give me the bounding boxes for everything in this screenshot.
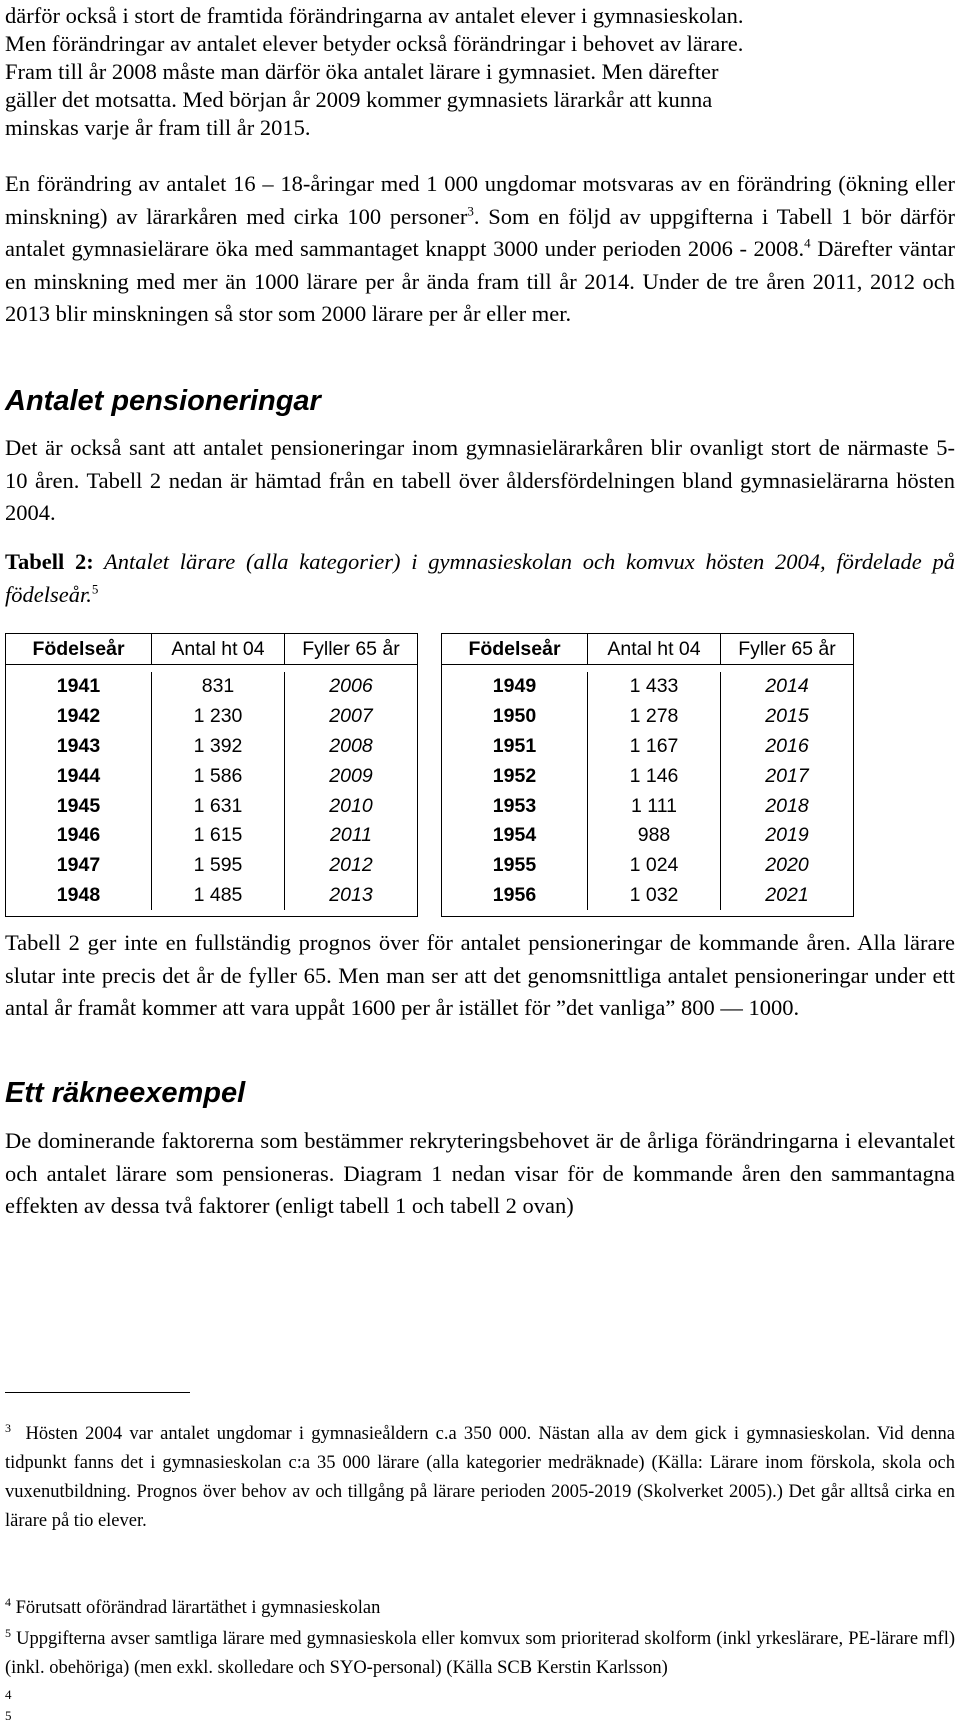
turns-65-cell: 2016: [720, 732, 853, 762]
birth-year-cell: 1941: [56, 675, 101, 698]
turns-65-cell: 2019: [720, 821, 853, 851]
birth-year-cell: 1956: [492, 883, 537, 906]
turns-65-cell: 2015: [720, 702, 853, 732]
section-heading-example: Ett räkneexempel: [5, 1077, 246, 1109]
table-body: [442, 665, 853, 916]
turns-65-cell: 2017: [720, 761, 853, 791]
header-turns-65: Fyller 65 år: [720, 634, 853, 664]
footnote-mark: 5: [5, 1708, 12, 1723]
count-cell: 1 433: [587, 672, 720, 702]
footnote-4: [5, 1594, 955, 1623]
turns-65-cell: 2020: [720, 851, 853, 881]
table-row: [6, 881, 417, 911]
intro-line: gäller det motsatta. Med början år 2009 kommer gymnasiets lärarkår att kunna: [5, 87, 713, 112]
table-left: [5, 633, 418, 917]
header-birth-year: Födelseår: [468, 637, 561, 660]
footnote-5: [5, 1625, 955, 1683]
footnote-ref-5[interactable]: 5: [91, 581, 99, 596]
turns-65-cell: 2012: [284, 851, 417, 881]
footnote-ref-3[interactable]: 3: [467, 203, 474, 218]
teacher-change-paragraph: [5, 168, 955, 331]
count-cell: 1 615: [151, 821, 284, 851]
turns-65-cell: 2018: [720, 791, 853, 821]
table-header-row: [442, 634, 853, 665]
turns-65-cell: 2021: [720, 881, 853, 911]
count-cell: 1 631: [151, 791, 284, 821]
paragraph-text: . Som en följd av uppgifterna i Tabell 1 bör därför antalet gymnasielärare öka med sammantaget knappt 3000 under perioden 2006 - 2008.: [5, 203, 955, 261]
birth-year-cell: 1943: [56, 734, 101, 757]
footnote-number: 3: [5, 1420, 11, 1435]
header-birth-year: Födelseår: [32, 637, 125, 660]
table-right: [441, 633, 854, 917]
birth-year-cell: 1950: [492, 705, 537, 728]
table-body: [6, 665, 417, 916]
pensions-paragraph: Det är också sant att antalet pensioneringar inom gymnasielärarkåren blir ovanligt stort de närmaste 5- 10 åren. Tabell 2 nedan är hämtad från en tabell över åldersfördelningen bland gymnasielärarna hösten 2004.: [5, 435, 955, 525]
table-row: [442, 732, 853, 762]
count-cell: 831: [151, 672, 284, 702]
section-heading-pensions: Antalet pensioneringar: [5, 385, 321, 417]
count-cell: 1 032: [587, 881, 720, 911]
birth-year-cell: 1953: [492, 794, 537, 817]
birth-year-cell: 1951: [492, 734, 537, 757]
table-row: [6, 732, 417, 762]
table-row: [6, 851, 417, 881]
table-row: [442, 672, 853, 702]
count-cell: 1 485: [151, 881, 284, 911]
count-cell: 988: [587, 821, 720, 851]
count-cell: 1 586: [151, 761, 284, 791]
birth-year-cell: 1947: [56, 854, 101, 877]
table-row: [442, 791, 853, 821]
count-cell: 1 392: [151, 732, 284, 762]
intro-line: Men förändringar av antalet elever betyder också förändringar i behovet av lärare.: [5, 31, 744, 56]
birth-year-cell: 1954: [492, 824, 537, 847]
footnote-number: 5: [5, 1625, 11, 1640]
table-row: [442, 702, 853, 732]
paragraph-text: Därefter väntar en minskning med mer än 1000 lärare per år ända fram till år 2014. Under de tre åren 2011, 2012 och 2013 blir minskningen så stor som 2000 lärare per år eller mer.: [5, 236, 955, 326]
footnote-mark: 4: [5, 1687, 12, 1702]
table-row: [6, 702, 417, 732]
table-caption: [5, 546, 955, 611]
birth-year-cell: 1945: [56, 794, 101, 817]
count-cell: 1 230: [151, 702, 284, 732]
turns-65-cell: 2007: [284, 702, 417, 732]
turns-65-cell: 2008: [284, 732, 417, 762]
footnote-text: Uppgifterna avser samtliga lärare med gymnasieskola eller komvux som prioriterad skolform (inkl yrkeslärare, PE-lärare mfl) (inkl. obehöriga) (men exkl. skolledare och SYO-personal) (Källa SCB Kerstin Karlsson): [5, 1629, 955, 1678]
count-cell: 1 595: [151, 851, 284, 881]
table-row: [6, 672, 417, 702]
paragraph-text: En förändring av antalet 16 – 18-åringar med 1 000 ungdomar motsvaras av en förändring (ökning eller minskning) av lärarkåren med cirka 100 personer: [5, 171, 955, 229]
turns-65-cell: 2010: [284, 791, 417, 821]
intro-line: minskas varje år fram till år 2015.: [5, 115, 311, 140]
birth-year-cell: 1955: [492, 854, 537, 877]
table-row: [442, 761, 853, 791]
example-paragraph: De dominerande faktorerna som bestämmer rekryteringsbehovet är de årliga förändringarna i elevantalet och antalet lärare som pensioneras. Diagram 1 nedan visar för de kommande åren den sammantagna effekten av dessa två faktorer (enligt tabell 1 och tabell 2 ovan): [5, 1128, 955, 1218]
table-row: [6, 791, 417, 821]
footnote-3: [5, 1420, 955, 1536]
turns-65-cell: 2011: [284, 821, 417, 851]
turns-65-cell: 2014: [720, 672, 853, 702]
birth-year-cell: 1944: [56, 764, 101, 787]
count-cell: 1 111: [587, 791, 720, 821]
birth-year-cell: 1948: [56, 883, 101, 906]
intro-line: Fram till år 2008 måste man därför öka antalet lärare i gymnasiet. Men därefter: [5, 59, 719, 84]
count-cell: 1 167: [587, 732, 720, 762]
header-count: Antal ht 04: [587, 634, 720, 664]
table-header-row: [6, 634, 417, 665]
birth-year-cell: 1946: [56, 824, 101, 847]
caption-text: Antalet lärare (alla kategorier) i gymnasieskolan och komvux hösten 2004, fördelade på födelseår.: [5, 549, 956, 607]
footnote-text: Förutsatt oförändrad lärartäthet i gymnasieskolan: [11, 1598, 381, 1618]
birth-year-cell: 1942: [56, 705, 101, 728]
turns-65-cell: 2006: [284, 672, 417, 702]
birth-year-cell: 1949: [492, 675, 537, 698]
forecast-paragraph: Tabell 2 ger inte en fullständig prognos över för antalet pensioneringar de kommande åren. Alla lärare slutar inte precis det år de fyller 65. Men man ser att det genomsnittliga antalet pensioneringar under ett antal år framåt kommer att vara uppåt 1600 per år istället för ”det vanliga” 800 — 1000.: [5, 930, 955, 1020]
count-cell: 1 146: [587, 761, 720, 791]
footnote-ref-4[interactable]: 4: [804, 235, 811, 251]
table-row: [442, 851, 853, 881]
table-row: [6, 761, 417, 791]
table-row: [6, 821, 417, 851]
footnote-separator: [5, 1392, 190, 1393]
intro-line: därför också i stort de framtida förändringarna av antalet elever i gymnasieskolan.: [5, 3, 744, 28]
header-count: Antal ht 04: [151, 634, 284, 664]
table-row: [442, 881, 853, 911]
footnote-text: Hösten 2004 var antalet ungdomar i gymnasieåldern c.a 350 000. Nästan alla av dem gick i gymnasieskolan. Vid denna tidpunkt fanns det i gymnasieskolan c:a 35 000 lärare (alla kategorier medräknade) (Källa: Lärare inom förskola, skola och vuxenutbildning. Prognos över behov av och tillgång på lärare perioden 2005-2019 (Skolverket 2005).) Det går alltså cirka en lärare på tio elever.: [5, 1424, 955, 1531]
turns-65-cell: 2013: [284, 881, 417, 911]
table-row: [442, 821, 853, 851]
footnote-number: 4: [5, 1594, 11, 1609]
count-cell: 1 024: [587, 851, 720, 881]
birth-year-cell: 1952: [492, 764, 537, 787]
header-turns-65: Fyller 65 år: [284, 634, 417, 664]
count-cell: 1 278: [587, 702, 720, 732]
caption-label: Tabell 2:: [5, 549, 94, 574]
turns-65-cell: 2009: [284, 761, 417, 791]
